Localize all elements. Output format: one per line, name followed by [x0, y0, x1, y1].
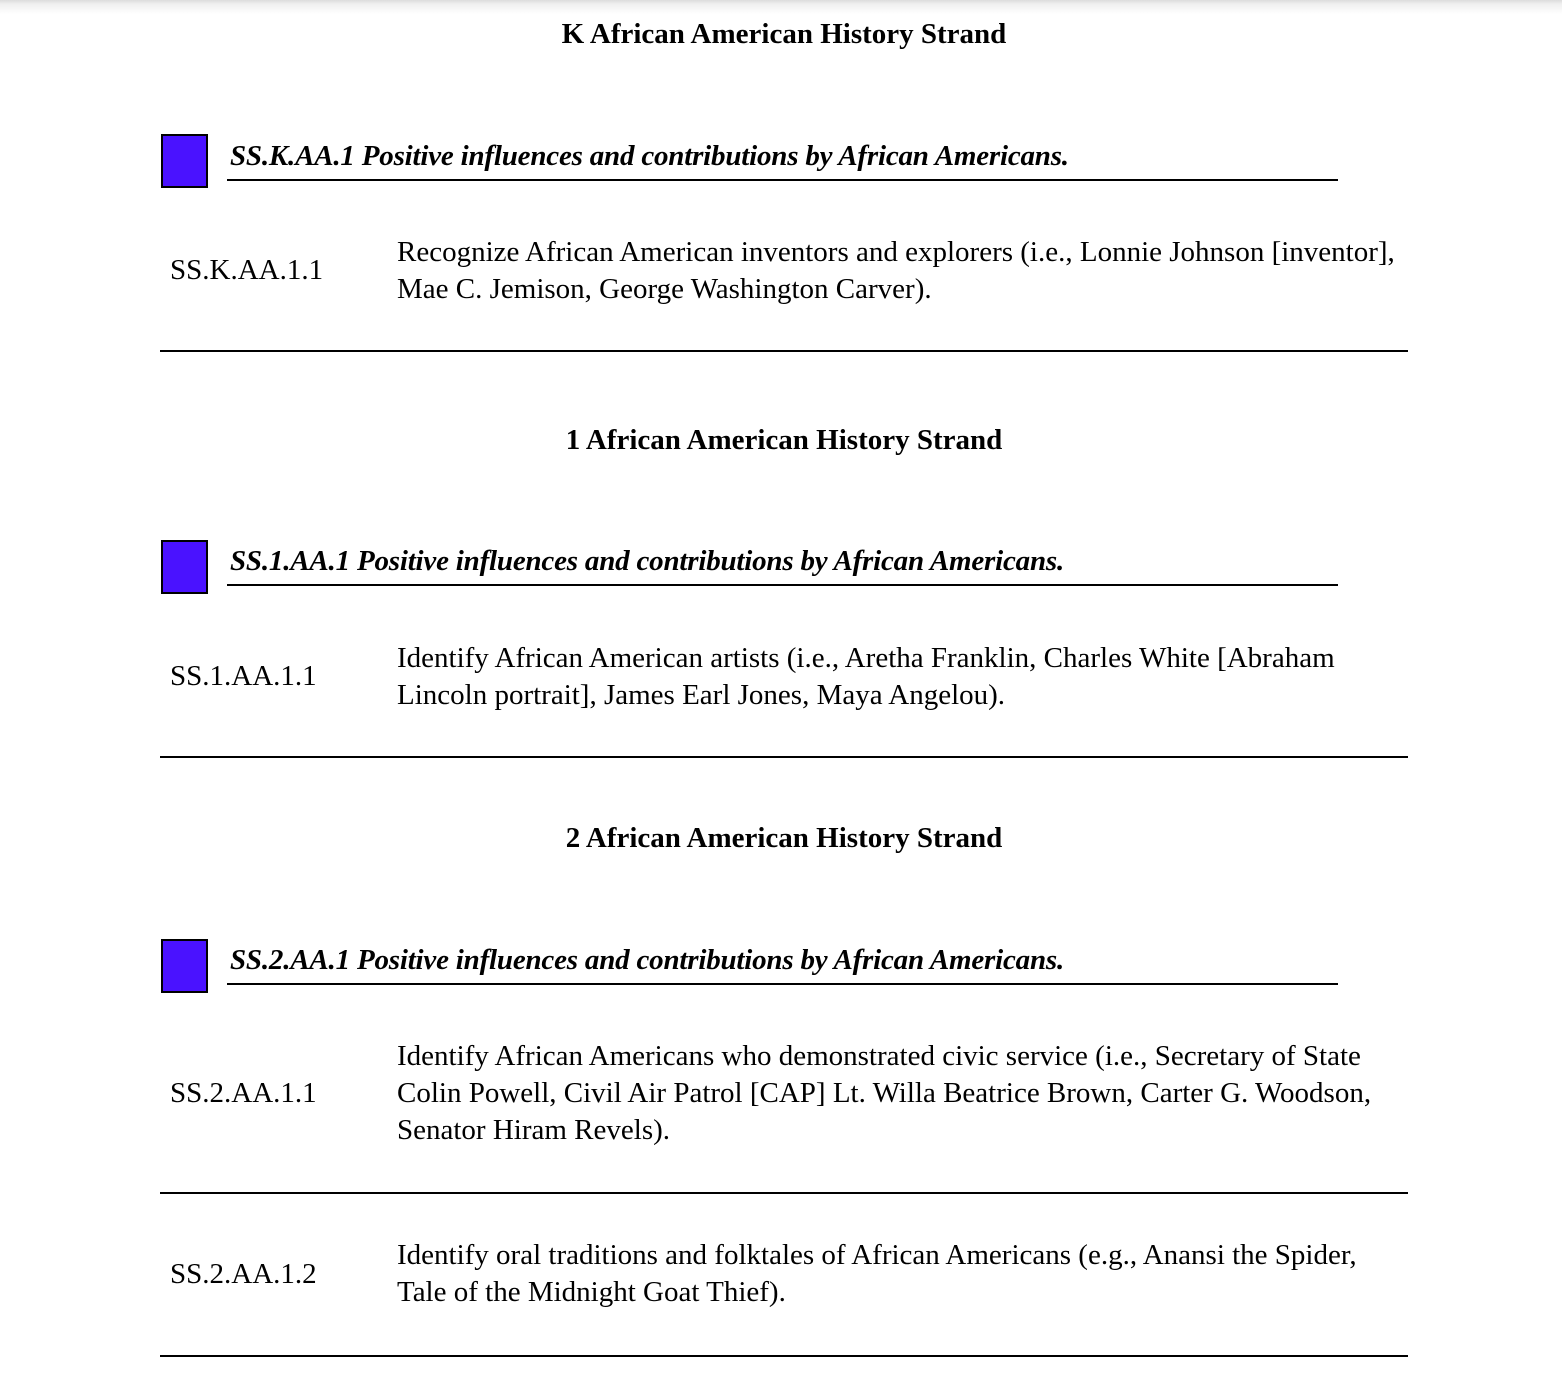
benchmark-description: Identify oral traditions and folktales of African Americans (e.g., Anansi the Spider, Tale of the Midnight Goat Thief). — [397, 1239, 1357, 1308]
standard-marker-icon — [161, 540, 208, 594]
standard-marker-icon — [161, 939, 208, 993]
benchmark-description: Identify African American artists (i.e., Aretha Franklin, Charles White [Abraham Lincoln portrait], James Earl Jones, Maya Angelou). — [397, 642, 1335, 711]
benchmark-code: SS.1.AA.1.1 — [170, 660, 317, 692]
strand-title: 2 African American History Strand — [565, 822, 1003, 854]
benchmark-description: Recognize African American inventors and explorers (i.e., Lonnie Johnson [inventor], Mae C. Jemison, George Washington Carver). — [397, 236, 1395, 305]
benchmark-row — [160, 636, 1408, 758]
standard-marker-icon — [161, 134, 208, 188]
page-top-shadow — [0, 0, 1562, 14]
benchmark-row — [160, 1194, 1408, 1357]
strand-title: 1 African American History Strand — [565, 424, 1003, 456]
standard-heading — [227, 137, 1338, 181]
standard-heading — [227, 941, 1338, 985]
benchmark-description: Identify African Americans who demonstrated civic service (i.e., Secretary of State Colin Powell, Civil Air Patrol [CAP] Lt. Willa Beatrice Brown, Carter G. Woodson, Senator Hiram Revels). — [397, 1040, 1372, 1146]
benchmark-code: SS.K.AA.1.1 — [170, 254, 324, 286]
standard-heading-text: SS.2.AA.1 Positive influences and contributions by African Americans. — [230, 944, 1065, 976]
strand-title: K African American History Strand — [561, 18, 1007, 50]
benchmark-code: SS.2.AA.1.1 — [170, 1077, 317, 1109]
standard-heading — [227, 542, 1338, 586]
standard-heading-text: SS.1.AA.1 Positive influences and contributions by African Americans. — [230, 545, 1065, 577]
benchmark-code: SS.2.AA.1.2 — [170, 1258, 317, 1290]
benchmark-row — [160, 1034, 1408, 1194]
standard-heading-text: SS.K.AA.1 Positive influences and contributions by African Americans. — [230, 140, 1069, 172]
benchmark-row — [160, 230, 1408, 352]
